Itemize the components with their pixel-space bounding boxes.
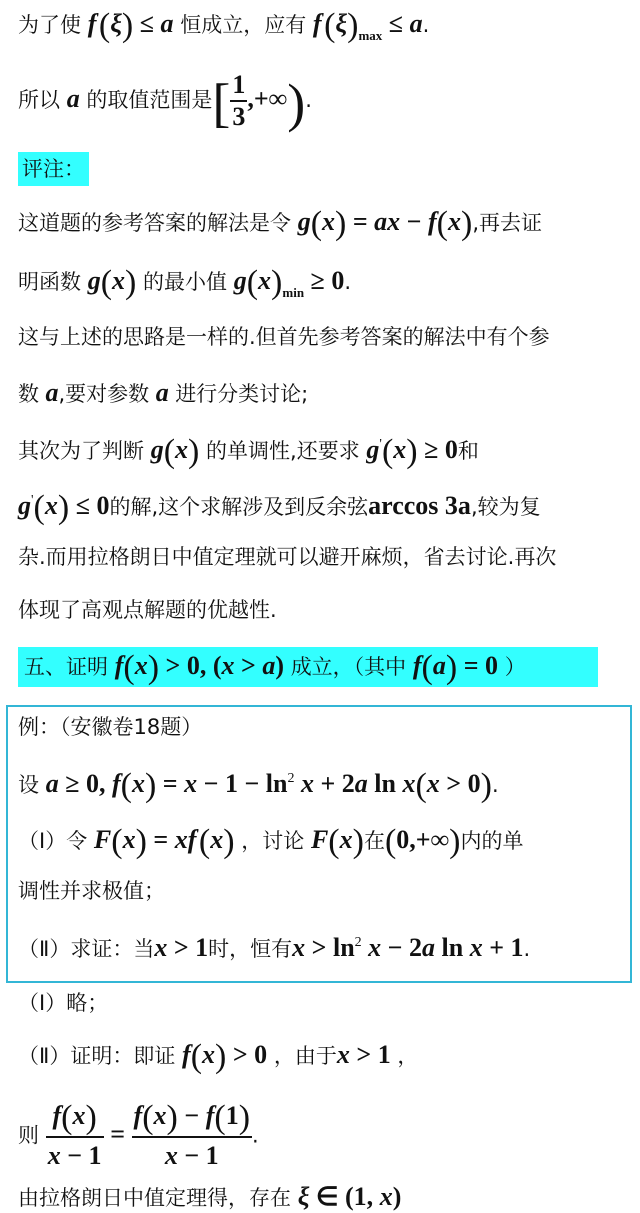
text: 恒成立，应有 bbox=[180, 13, 307, 37]
example-function-def: 设 a ≥ 0, $f(x) = x - 1 - \ln^2 x + 2a$ ln x(x > 0). bbox=[18, 767, 499, 804]
text: ，由于 bbox=[273, 1044, 337, 1068]
fraction-right: $\frac{f(x) - f(1)}{x - 1}$ bbox=[133, 1099, 251, 1170]
text: 五、证明 bbox=[24, 655, 108, 679]
text: （Ⅰ）令 bbox=[18, 829, 88, 853]
text: 数 bbox=[18, 382, 39, 406]
line-advantage: 体现了高观点解题的优越性. bbox=[18, 598, 277, 622]
section-heading-five: 五、证明 f(x) > 0, (x > a) 成立，（其中 f(a) = 0 ） bbox=[18, 647, 598, 687]
text: 所以 bbox=[18, 88, 60, 112]
text: ,再去证 bbox=[472, 211, 543, 235]
period: . bbox=[305, 88, 312, 112]
text: ， bbox=[397, 1044, 419, 1068]
var-a: a bbox=[160, 9, 174, 38]
text: 其次为了判断 bbox=[18, 439, 144, 463]
text: 的取值范围是 bbox=[86, 88, 213, 112]
example-label: 例：（安徽卷18题） bbox=[18, 715, 203, 739]
example-part-one: （Ⅰ）令 F(x) = xf'(x) ，讨论 F(x)在(0,+∞)内的单 bbox=[18, 823, 524, 860]
period: . bbox=[422, 13, 430, 37]
text: 的最小值 bbox=[143, 270, 228, 294]
text: 进行分类讨论; bbox=[175, 382, 309, 406]
text: 的解,这个求解涉及到反余弦 bbox=[109, 495, 369, 519]
solution-fraction-line: 则 $\frac{f(x)}{x - 1}$ = $\frac{f(x) - f(1)}{x - 1}$ . bbox=[18, 1098, 259, 1175]
fraction-left: $\frac{f(x)}{x - 1}$ bbox=[47, 1099, 102, 1170]
period: . bbox=[344, 270, 352, 294]
text: 则 bbox=[18, 1123, 39, 1148]
solution-lagrange-partial: 由拉格朗日中值定理得，存在 ξ ∈ (1, x) bbox=[18, 1182, 402, 1211]
infinity: ,+∞ bbox=[247, 84, 288, 113]
text: ,要对参数 bbox=[58, 382, 150, 406]
text: ,较为复 bbox=[470, 495, 541, 519]
text: 明函数 bbox=[18, 270, 81, 294]
line-range: 所以 a 的取值范围是[ $\frac{1}{3}$ ,+∞). bbox=[18, 70, 312, 133]
text: 成立，（其中 bbox=[290, 655, 407, 679]
example-part-two: （Ⅱ）求证：当x > 1时，恒有$x > \ln^2 x - 2a$ ln x + 1. bbox=[18, 933, 531, 962]
arccos-expression: arccos 3a bbox=[368, 491, 471, 520]
line-lagrange: 杂.而用拉格朗日中值定理就可以避开麻烦，省去讨论.再次 bbox=[18, 545, 557, 569]
text: ） bbox=[504, 655, 526, 679]
note-label: 评注： bbox=[18, 152, 89, 186]
text: 为了使 bbox=[18, 13, 81, 37]
period: . bbox=[491, 773, 499, 797]
text: 这道题的参考答案的解法是令 bbox=[18, 211, 291, 235]
subscript-max: max bbox=[358, 28, 383, 43]
text: 在 bbox=[363, 829, 385, 853]
line-arccos: g'(x) ≤ 0的解,这个求解涉及到反余弦arccos 3a,较为复 bbox=[18, 489, 541, 526]
period: . bbox=[523, 937, 531, 961]
line-condition: 为了使 f'(ξ) ≤ a 恒成立，应有 $f'(\xi)_{max} \le a$. bbox=[18, 7, 430, 44]
example-part-one-cont: 调性并求极值； bbox=[18, 879, 165, 903]
period: . bbox=[252, 1123, 259, 1148]
text: （Ⅱ）证明：即证 bbox=[18, 1044, 176, 1068]
text: 和 bbox=[457, 439, 479, 463]
text: 时，恒有 bbox=[208, 937, 293, 961]
text: 内的单 bbox=[460, 829, 524, 853]
solution-part-two: （Ⅱ）证明：即证 f(x) > 0 ，由于x > 1 ， bbox=[18, 1038, 419, 1075]
solution-part-one: （Ⅰ）略； bbox=[18, 991, 109, 1015]
line-comparison: 这与上述的思路是一样的.但首先参考答案的解法中有个参 bbox=[18, 325, 550, 349]
subscript-min: min bbox=[282, 285, 305, 300]
text: 设 bbox=[18, 773, 39, 797]
line-min-value: 明函数 g(x) 的最小值 $g(x)_{min} \ge 0$. bbox=[18, 264, 352, 301]
line-reference-method: 这道题的参考答案的解法是令 g(x) = ax − f(x),再去证 bbox=[18, 205, 543, 242]
line-parameter: 数 a,要对参数 a 进行分类讨论; bbox=[18, 378, 309, 407]
fraction-one-third: $\frac{1}{3}$ bbox=[232, 70, 246, 131]
text: 的单调性,还要求 bbox=[206, 439, 360, 463]
line-monotonicity: 其次为了判断 g(x) 的单调性,还要求 g'(x) ≥ 0和 bbox=[18, 433, 479, 470]
text: ，讨论 bbox=[241, 829, 305, 853]
text: （Ⅱ）求证：当 bbox=[18, 937, 155, 961]
